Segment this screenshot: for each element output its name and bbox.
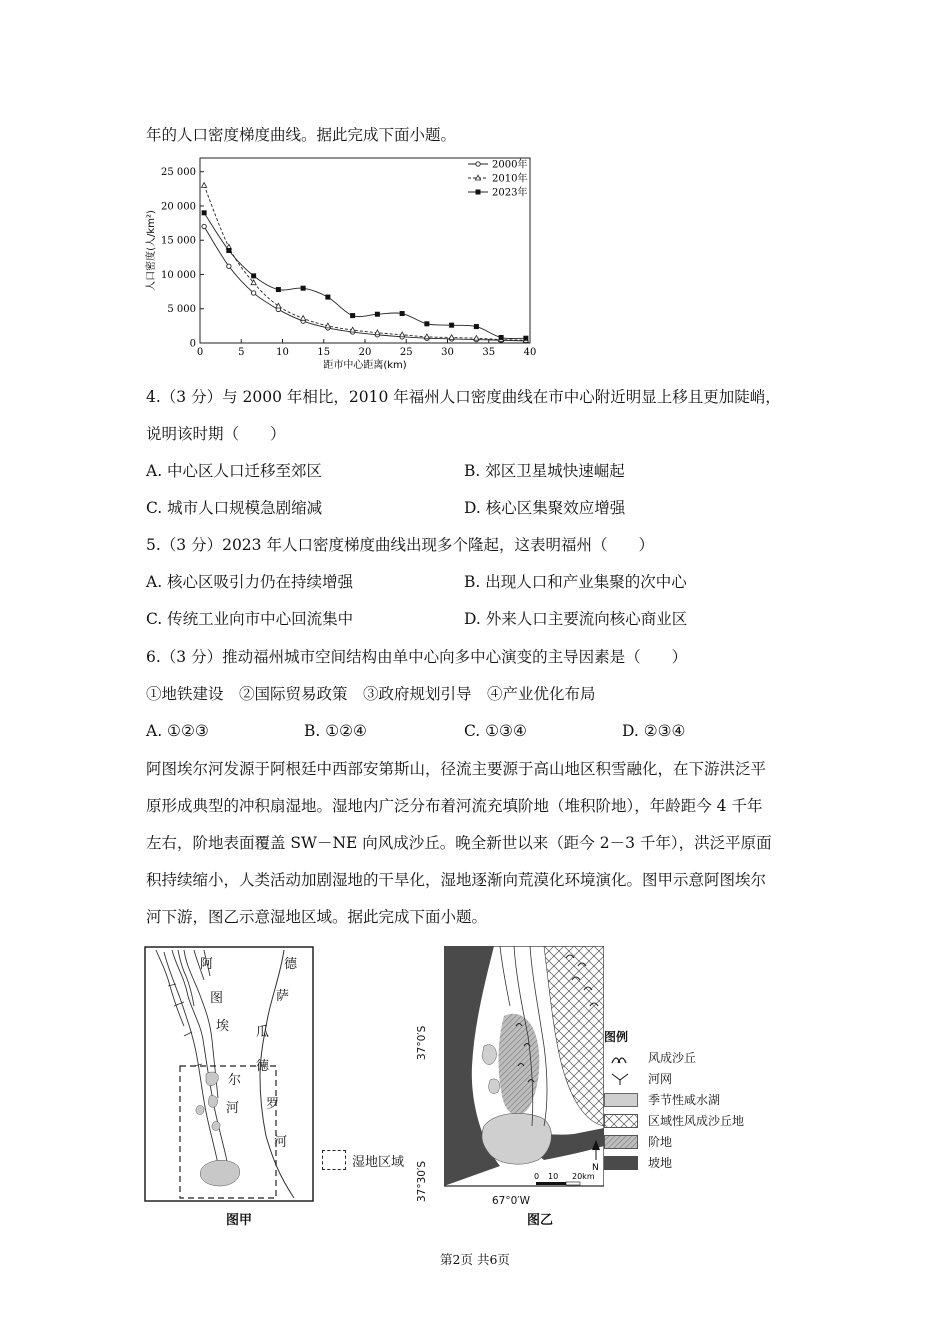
q6-option-d[interactable]: D. ②③④ — [622, 722, 686, 740]
series-2 — [202, 210, 529, 340]
chart-legend — [468, 158, 527, 199]
x-tick-label: 10 — [276, 347, 289, 358]
wetland-legend — [322, 1150, 404, 1170]
data-point — [251, 273, 256, 278]
series-1 — [202, 183, 529, 343]
legend-label: 河网 — [648, 1072, 673, 1086]
legend-item — [604, 1152, 744, 1173]
series-0 — [202, 224, 528, 343]
data-point — [476, 190, 481, 195]
map-a-river-label: 图 — [210, 991, 224, 1006]
map-b-legend — [604, 1026, 744, 1173]
data-point — [449, 323, 454, 328]
lat-label: 37°30′S — [416, 1160, 428, 1202]
map-a-river2-label: 瓜 — [256, 1025, 270, 1040]
map-a-river2-label: 萨 — [276, 989, 290, 1004]
data-point — [474, 324, 479, 329]
intro-line: 年的人口密度梯度曲线。据此完成下面小题。 — [146, 126, 457, 144]
data-point — [251, 291, 255, 295]
wetland-legend-label: 湿地区域 — [352, 1154, 405, 1170]
x-tick-label: 25 — [399, 347, 413, 358]
data-point — [226, 248, 231, 253]
data-point — [375, 312, 380, 317]
data-point — [276, 303, 281, 308]
data-point — [276, 287, 281, 292]
x-tick-label: 40 — [523, 347, 537, 358]
map-a-river-label: 埃 — [216, 1019, 230, 1034]
x-tick-label: 5 — [238, 347, 245, 358]
data-point — [350, 313, 355, 318]
data-point — [202, 224, 206, 228]
map-a-river-label: 尔 — [228, 1073, 242, 1088]
legend-label: 风成沙丘 — [648, 1051, 697, 1065]
data-point — [499, 335, 504, 340]
legend-item — [604, 1131, 744, 1152]
q5-option-a[interactable]: A. 核心区吸引力仍在持续增强 — [146, 573, 354, 591]
data-point — [301, 316, 306, 321]
north-label: N — [592, 1163, 599, 1173]
q4-stem-2: 说明该时期（ ） — [146, 425, 286, 443]
legend-item — [604, 1089, 744, 1110]
legend-label: 2023年 — [492, 187, 528, 199]
series-line — [204, 185, 526, 340]
salt-lake — [482, 1113, 551, 1164]
dashed-box-icon — [322, 1150, 346, 1170]
legend-label: 2000年 — [492, 159, 528, 171]
scale-label: 0 — [534, 1172, 540, 1181]
passage-line: 积持续缩小，人类活动加剧湿地的干旱化，湿地逐渐向荒漠化环境演化。图甲示意阿图埃尔 — [146, 871, 767, 889]
y-tick-label: 5 000 — [167, 304, 196, 316]
q6-stem: 6.（3 分）推动福州城市空间结构由单中心向多中心演变的主导因素是（ ） — [146, 648, 688, 666]
legend-label: 阶地 — [648, 1135, 673, 1149]
data-point — [202, 210, 207, 215]
x-axis-label: 距市中心距离(km) — [323, 360, 407, 371]
passage-line: 左右，阶地表面覆盖 SW－NE 向风成沙丘。晚全新世以来（距今 2－3 千年），洪泛平原面 — [146, 834, 772, 852]
map-a-river2-label: 罗 — [266, 1097, 280, 1112]
map-a-river2-label: 德 — [284, 957, 298, 972]
salt-lake — [489, 1079, 500, 1094]
lon-label: 67°0′W — [492, 1195, 531, 1207]
legend-item — [604, 1110, 744, 1131]
y-tick-label: 0 — [189, 338, 196, 350]
dune-field-icon — [604, 1114, 638, 1128]
q5-stem: 5.（3 分）2023 年人口密度梯度曲线出现多个隆起，这表明福州（ ） — [146, 536, 654, 554]
slope-icon — [604, 1156, 638, 1170]
q4-option-c[interactable]: C. 城市人口规模急剧缩减 — [146, 499, 323, 517]
river-network-icon — [604, 1072, 638, 1086]
q6-option-a[interactable]: A. ①②③ — [146, 722, 209, 740]
map-a-river-label: 河 — [226, 1101, 240, 1116]
q6-factors: ①地铁建设 ②国际贸易政策 ③政府规划引导 ④产业优化布局 — [146, 685, 596, 703]
map-a-river-label: 阿 — [200, 957, 214, 972]
data-point — [424, 321, 429, 326]
q5-option-b[interactable]: B. 出现人口和产业集聚的次中心 — [464, 573, 687, 591]
x-tick-label: 0 — [196, 347, 204, 358]
data-point — [400, 311, 405, 316]
q4-stem-1: 4.（3 分）与 2000 年相比，2010 年福州人口密度曲线在市中心附近明显上移且更加陡峭， — [146, 388, 781, 406]
lat-label: 37°0′S — [416, 1025, 428, 1060]
q4-option-b[interactable]: B. 郊区卫星城快速崛起 — [464, 462, 625, 480]
q5-option-d[interactable]: D. 外来人口主要流向核心商业区 — [464, 610, 688, 628]
q5-option-c[interactable]: C. 传统工业向市中心回流集中 — [146, 610, 354, 628]
y-axis-label: 人口密度(人/km²) — [146, 210, 157, 291]
y-tick-label: 10 000 — [161, 269, 196, 281]
x-tick-label: 20 — [358, 347, 372, 358]
dune-icon — [604, 1051, 638, 1065]
salt-lake — [482, 1045, 496, 1065]
map-a-caption: 图甲 — [226, 1213, 253, 1228]
scale-label: 20km — [572, 1172, 595, 1181]
map-a-river2-label: 河 — [274, 1135, 288, 1150]
plot-frame — [200, 158, 530, 343]
scale-label: 10 — [548, 1172, 559, 1181]
legend-title: 图例 — [604, 1030, 629, 1044]
legend-label: 区域性风成沙丘地 — [648, 1114, 745, 1128]
data-point — [227, 264, 231, 268]
passage-line: 原形成典型的冲积扇湿地。湿地内广泛分布着河流充填阶地（堆积阶地），年龄距今 4 千年 — [146, 797, 763, 815]
data-point — [325, 295, 330, 300]
y-tick-label: 15 000 — [161, 235, 196, 247]
map-b-caption: 图乙 — [527, 1213, 554, 1228]
q6-option-c[interactable]: C. ①③④ — [464, 722, 527, 740]
map-b — [444, 946, 604, 1202]
terrace-icon — [604, 1135, 638, 1149]
data-point — [523, 336, 528, 341]
passage-line: 河下游，图乙示意湿地区域。据此完成下面小题。 — [146, 908, 488, 926]
q4-option-d[interactable]: D. 核心区集聚效应增强 — [464, 499, 626, 517]
legend-label: 2010年 — [492, 173, 528, 185]
scale-bar — [536, 1182, 580, 1185]
legend-item — [604, 1068, 744, 1089]
data-point — [301, 286, 306, 291]
salt-lake-icon — [604, 1093, 638, 1107]
passage-line: 阿图埃尔河发源于阿根廷中西部安第斯山，径流主要源于高山地区积雪融化，在下游洪泛平 — [146, 760, 767, 778]
data-point — [476, 162, 480, 166]
population-density-chart — [140, 150, 540, 380]
x-tick-label: 35 — [482, 347, 496, 358]
legend-label: 季节性咸水湖 — [648, 1093, 721, 1107]
chart-series — [202, 183, 529, 344]
map-a — [144, 946, 314, 1202]
x-tick-label: 15 — [317, 347, 331, 358]
q4-option-a[interactable]: A. 中心区人口迁移至郊区 — [146, 462, 323, 480]
legend-label: 坡地 — [648, 1156, 673, 1170]
y-tick-label: 20 000 — [161, 201, 196, 213]
map-a-river2-label: 德 — [256, 1059, 270, 1074]
x-tick-label: 30 — [441, 347, 454, 358]
y-tick-label: 25 000 — [161, 167, 196, 179]
legend-item — [604, 1047, 744, 1068]
page-footer: 第2页 共6页 — [440, 1252, 510, 1267]
data-point — [202, 183, 207, 188]
q6-option-b[interactable]: B. ①②④ — [304, 722, 367, 740]
